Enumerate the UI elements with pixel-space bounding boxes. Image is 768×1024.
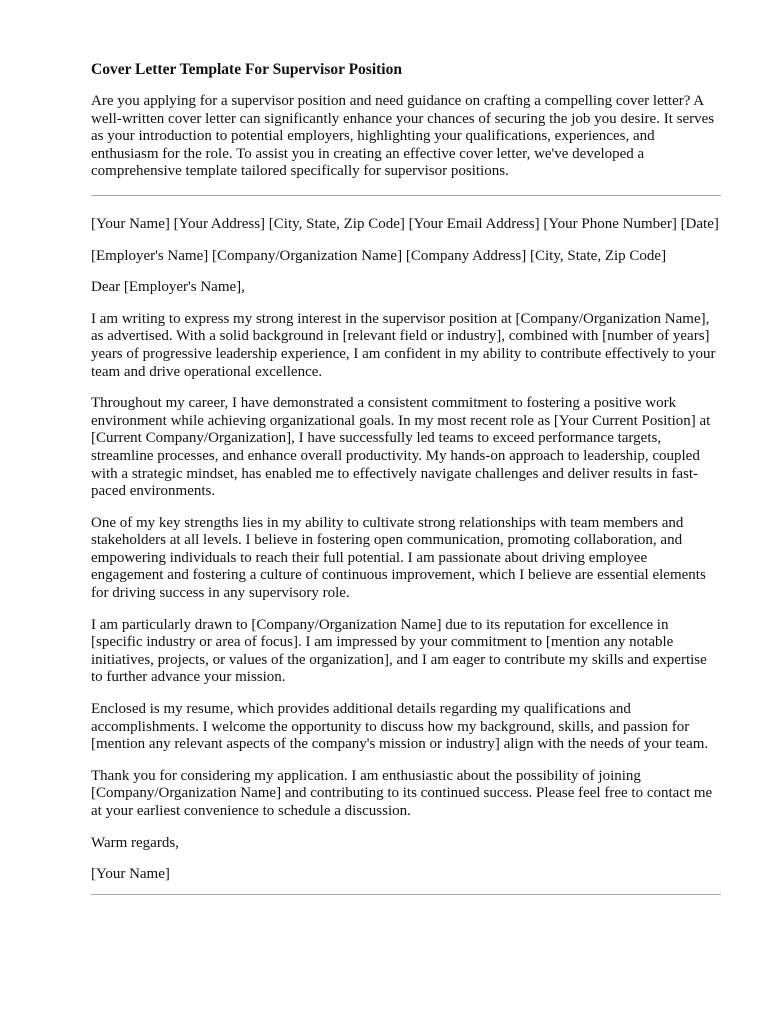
bottom-divider — [91, 894, 721, 895]
sender-block: [Your Name] [Your Address] [City, State, Zip Code] [Your Email Address] [Your Phone Number] [Date] — [91, 215, 719, 232]
letter-paragraph-1: I am writing to express my strong interest in the supervisor position at [Company/Organization Name], as advertised. With a solid background in [relevant field or industry], combined with [number of years] years of progressive leadership experience, I am confident in my ability to contribute effectively to your team and drive operational excellence. — [91, 310, 716, 380]
letter-body — [91, 216, 721, 884]
letter-paragraph-6: Thank you for considering my application. I am enthusiastic about the possibility of joining [Company/Organization Name] and contributing to its continued success. Please feel free to contact me at your earliest convenience to schedule a discussion. — [91, 767, 713, 819]
letter-paragraph-3: One of my key strengths lies in my ability to cultivate strong relationships with team members and stakeholders at all levels. I believe in fostering open communication, promoting collaboration, and empowering individuals to reach their full potential. I am passionate about driving employee engagement and fostering a culture of continuous improvement, which I believe are essential elements for driving success in any supervisory role. — [91, 514, 706, 602]
document-title: Cover Letter Template For Supervisor Position — [91, 61, 402, 78]
document-page — [91, 60, 721, 895]
signature: [Your Name] — [91, 866, 170, 883]
letter-paragraph-4: I am particularly drawn to [Company/Organization Name] due to its reputation for excellence in [specific industry or area of focus]. I am impressed by your commitment to [mention any notable initiatives, projects, or values of the organization], and I am eager to contribute my skills and expertise to further advance your mission. — [91, 616, 707, 686]
letter-paragraph-2: Throughout my career, I have demonstrated a consistent commitment to fostering a positive work environment while achieving organizational goals. In my most recent role as [Your Current Position] at [Current Company/Organization], I have successfully led teams to exceed performance targets, streamline processes, and enhance overall productivity. My hands-on approach to leadership, coupled with a strategic mindset, has enabled me to effectively navigate challenges and deliver results in fast-paced environments. — [91, 395, 711, 500]
intro-paragraph: Are you applying for a supervisor position and need guidance on crafting a compelling cover letter? A well-written cover letter can significantly enhance your chances of securing the job you desire. It serves as your introduction to potential employers, highlighting your qualifications, experiences, and enthusiasm for the role. To assist you in creating an effective cover letter, we've developed a comprehensive template tailored specifically for supervisor positions. — [91, 93, 715, 180]
letter-paragraph-5: Enclosed is my resume, which provides additional details regarding my qualifications and accomplishments. I welcome the opportunity to discuss how my background, skills, and passion for [mention any relevant aspects of the company's mission or industry] align with the needs of your team. — [91, 701, 709, 753]
closing: Warm regards, — [91, 834, 179, 851]
salutation: Dear [Employer's Name], — [91, 279, 245, 296]
top-divider — [91, 195, 721, 196]
recipient-block: [Employer's Name] [Company/Organization Name] [Company Address] [City, State, Zip Code] — [91, 247, 667, 264]
